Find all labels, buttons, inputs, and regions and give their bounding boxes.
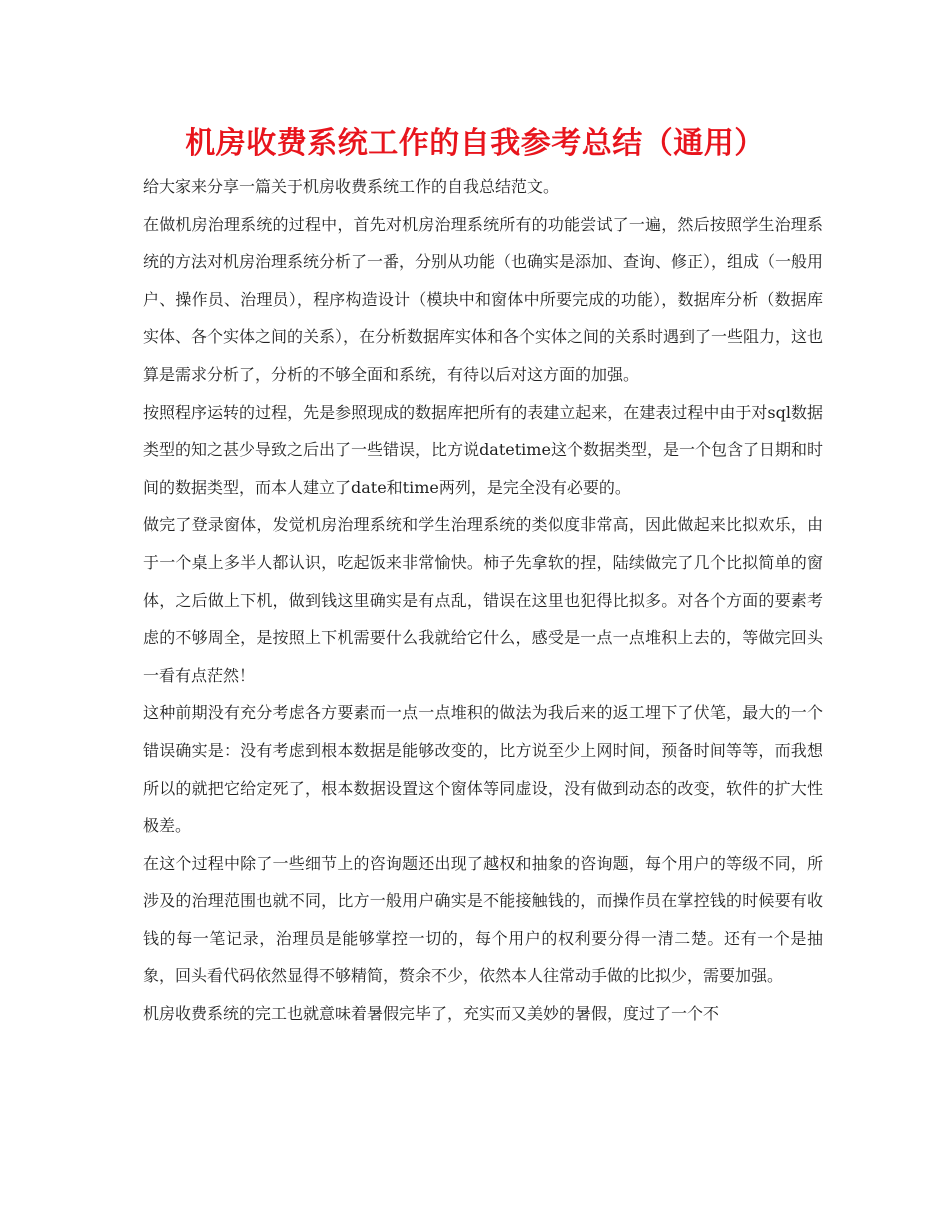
document-title: 机房收费系统工作的自我参考总结（通用）: [185, 126, 765, 161]
document-body: [143, 168, 823, 1033]
paragraph-analysis: 在做机房治理系统的过程中，首先对机房治理系统所有的功能尝试了一遍，然后按照学生治理系统的方法对机房治理系统分析了一番，分别从功能（也确实是添加、查询、修正），组成（一般用户、操作员、治理员），程序构造设计（模块中和窗体中所要完成的功能），数据库分析（数据库实体、各个实体之间的关系），在分析数据库实体和各个实体之间的关系时遇到了一些阻力，这也算是需求分析了，分析的不够全面和系统，有待以后对这方面的加强。: [143, 214, 824, 384]
paragraph-forms: 做完了登录窗体，发觉机房治理系统和学生治理系统的类似度非常高，因此做起来比拟欢乐，由于一个桌上多半人都认识，吃起饭来非常愉快。柿子先拿软的捏，陆续做完了几个比拟简单的窗体，之后做上下机，做到钱这里确实是有点乱，错误在这里也犯得比拟多。对各个方面的要素考虑的不够周全，是按照上下机需要什么我就给它什么，感受是一点一点堆积上去的，等做完回头一看有点茫然！: [143, 515, 823, 685]
paragraph-permissions: 在这个过程中除了一些细节上的咨询题还出现了越权和抽象的咨询题，每个用户的等级不同，所涉及的治理范围也就不同，比方一般用户确实是不能接触钱的，而操作员在掌控钱的时候要有收钱的每一笔记录，治理员是能够掌控一切的，每个用户的权利要分得一清二楚。还有一个是抽象，回头看代码依然显得不够精简，赘余不少，依然本人往常动手做的比拟少，需要加强。: [143, 853, 823, 986]
paragraph-database: 按照程序运转的过程，先是参照现成的数据库把所有的表建立起来，在建表过程中由于对sql数据类型的知之甚少导致之后出了一些错误，比方说datetime这个数据类型，是一个包含了日期和时间的数据类型，而本人建立了date和time两列，是完全没有必要的。: [143, 402, 823, 497]
paragraph-conclusion: 机房收费系统的完工也就意味着暑假完毕了，充实而又美妙的暑假，度过了一个不: [143, 1004, 720, 1024]
paragraph-intro: 给大家来分享一篇关于机房收费系统工作的自我总结范文。: [143, 177, 560, 196]
paragraph-rework: 这种前期没有充分考虑各方要素而一点一点堆积的做法为我后来的返工埋下了伏笔，最大的一个错误确实是：没有考虑到根本数据是能够改变的，比方说至少上网时间，预备时间等等，而我想所以的就把它给定死了，根本数据设置这个窗体等同虚设，没有做到动态的改变，软件的扩大性极差。: [143, 703, 823, 836]
